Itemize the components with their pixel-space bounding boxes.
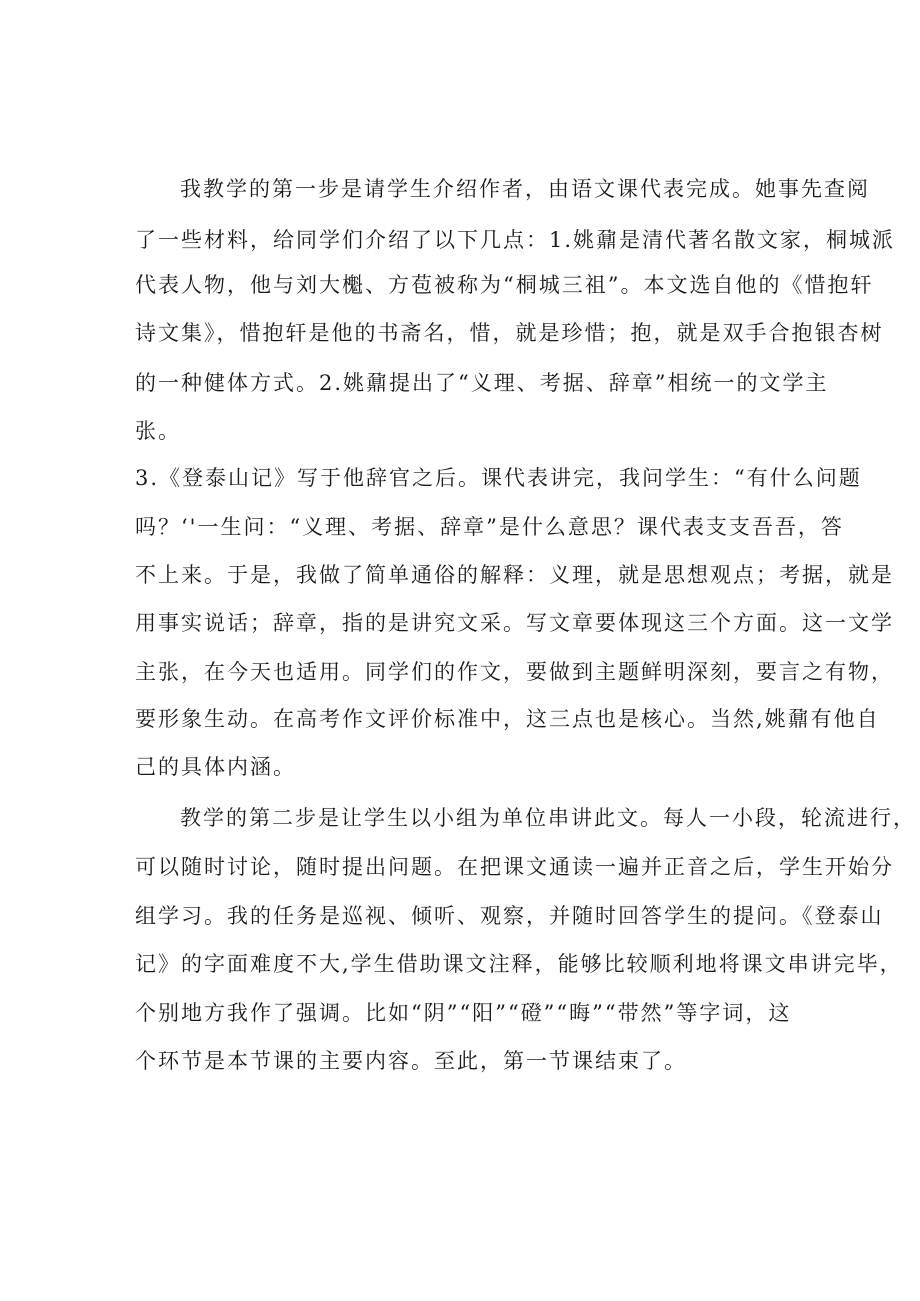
- paragraph-1-line-3: 代表人物，他与刘大櫆、方苞被称为“桐城三祖”。本文选自他的《惜抱轩: [135, 273, 874, 297]
- paragraph-3-line-6: 个环节是本节课的主要内容。至此，第一节课结束了。: [135, 1049, 687, 1073]
- paragraph-2-line-1: 3.《登泰山记》写于他辞官之后。课代表讲完，我问学生：“有什么问题: [135, 466, 862, 490]
- paragraph-3-line-5: 个别地方我作了强调。比如“阴”“阳”“磴”“晦”“带然”等字词，这: [135, 1001, 792, 1025]
- paragraph-2-line-6: 要形象生动。在高考作文评价标准中，这三点也是核心。当然,姚鼐有他自: [135, 707, 880, 731]
- paragraph-1-line-5: 的一种健体方式。2.姚鼐提出了“义理、考据、辞章”相统一的文学主: [135, 371, 829, 395]
- paragraph-1-line-6: 张。: [135, 419, 181, 443]
- paragraph-1-line-2: 了一些材料，给同学们介绍了以下几点：1.姚鼐是清代著名散文家，桐城派: [135, 228, 896, 252]
- paragraph-3-line-2: 可以随时讨论，随时提出问题。在把课文通读一遍并正音之后，学生开始分: [135, 855, 894, 879]
- paragraph-2-line-2: 吗？‘'一生问：“义理、考据、辞章”是什么意思？课代表支支吾吾，答: [135, 515, 844, 539]
- paragraph-3-line-4: 记》的字面难度不大,学生借助课文注释，能够比较顺利地将课文串讲完毕，: [135, 952, 903, 976]
- paragraph-2-line-4: 用事实说话；辞章，指的是讲究文采。写文章要体现这三个方面。这一文学: [135, 611, 894, 635]
- paragraph-1-line-1: 我教学的第一步是请学生介绍作者，由语文课代表完成。她事先查阅: [180, 177, 870, 201]
- paragraph-2-line-3: 不上来。于是，我做了简单通俗的解释：义理，就是思想观点；考据，就是: [135, 563, 894, 587]
- paragraph-2-line-5: 主张，在今天也适用。同学们的作文，要做到主题鲜明深刻，要言之有物，: [135, 660, 894, 684]
- paragraph-3-line-3: 组学习。我的任务是巡视、倾听、观察，并随时回答学生的提问。《登泰山: [135, 904, 884, 928]
- paragraph-2-line-7: 己的具体内涵。: [135, 755, 296, 779]
- paragraph-3-line-1: 教学的第二步是让学生以小组为单位串讲此文。每人一小段，轮流进行，: [180, 806, 916, 830]
- paragraph-1-line-4: 诗文集》，惜抱轩是他的书斋名，惜，就是珍惜；抱，就是双手合抱银杏树: [135, 321, 884, 345]
